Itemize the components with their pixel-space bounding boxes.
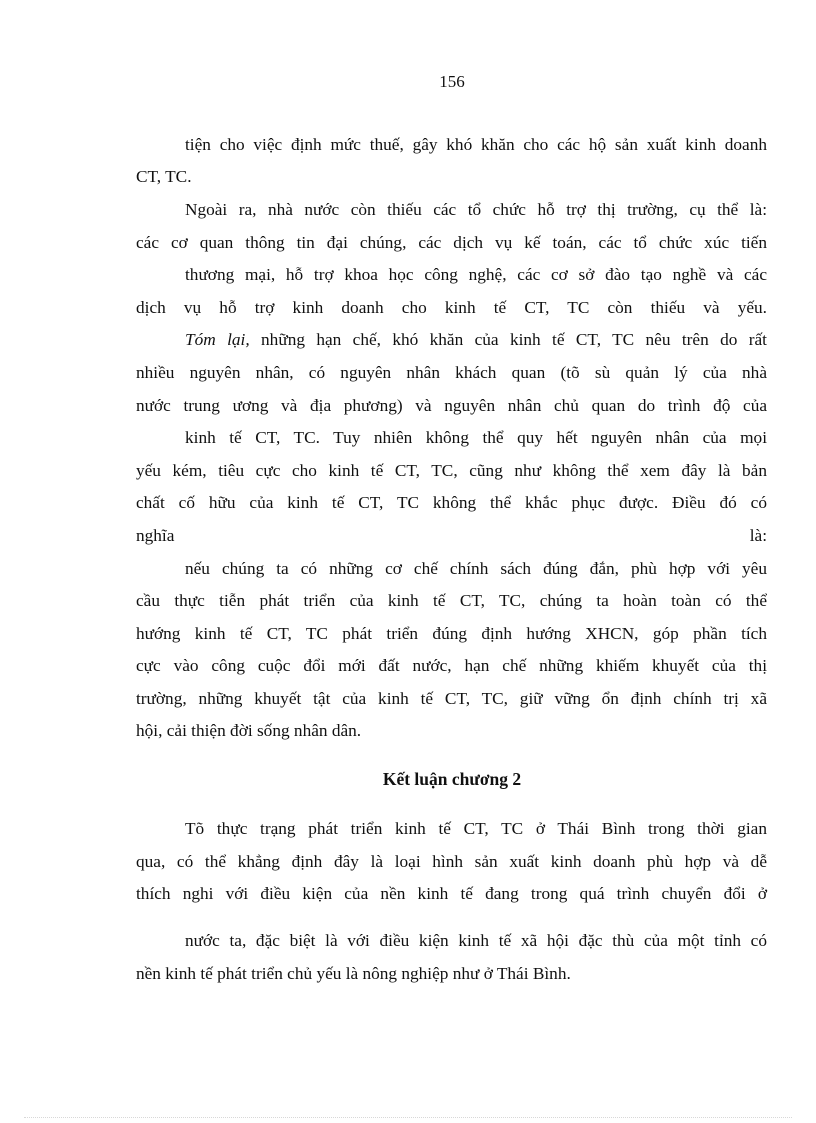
- paragraph-2-line-2: các cơ quan thông tin đại chúng, các dịch vụ kế toán, các tổ chức xúc tiến: [136, 233, 767, 252]
- paragraph-4-line-3: thích nghi với điều kiện của nền kinh tế đang trong quá trình chuyển đổi ở: [136, 884, 767, 903]
- paragraph-3-line-4: kinh tế CT, TC. Tuy nhiên không thể quy hết nguyên nhân của mọi: [185, 428, 767, 447]
- paragraph-3-line-1: [185, 329, 767, 351]
- page-number: 156: [439, 72, 465, 91]
- paragraph-4-line-1: Tõ thực trạng phát triển kinh tế CT, TC ở Thái Bình trong thời gian: [185, 819, 767, 838]
- paragraph-3-line-5: yếu kém, tiêu cực cho kinh tế CT, TC, cũng như không thể xem đây là bản: [136, 461, 767, 480]
- paragraph-1-line-2: CT, TC.: [136, 167, 192, 186]
- paragraph-2-line-3: thương mại, hỗ trợ khoa học công nghệ, các cơ sở đào tạo nghề và các: [185, 265, 767, 284]
- paragraph-3-line-8: nếu chúng ta có những cơ chế chính sách đúng đắn, phù hợp với yêu: [185, 559, 767, 578]
- paragraph-4-line-5: nền kinh tế phát triển chủ yếu là nông nghiệp như ở Thái Bình.: [136, 964, 571, 983]
- paragraph-4-line-4: nước ta, đặc biệt là với điều kiện kinh tế xã hội đặc thù của một tỉnh có: [185, 931, 767, 950]
- paragraph-3-line-1-text: những hạn chế, khó khăn của kinh tế CT, TC nêu trên do rất: [249, 330, 767, 349]
- paragraph-3-line-9: cầu thực tiễn phát triển của kinh tế CT, TC, chúng ta hoàn toàn có thể: [136, 591, 767, 610]
- paragraph-3-line-12: trường, những khuyết tật của kinh tế CT, TC, giữ vững ổn định chính trị xã: [136, 689, 767, 708]
- paragraph-3-line-13: hội, cải thiện đời sống nhân dân.: [136, 721, 362, 740]
- paragraph-4-line-2: qua, có thể khẳng định đây là loại hình sản xuất kinh doanh phù hợp và dễ: [136, 852, 767, 871]
- paragraph-2-line-4: dịch vụ hỗ trợ kinh doanh cho kinh tế CT, TC còn thiếu và yếu.: [136, 298, 767, 317]
- page-bottom-divider: [24, 1117, 792, 1118]
- section-heading: Kết luận chương 2: [382, 769, 522, 789]
- paragraph-3-line-7: nghĩa là:: [136, 526, 767, 545]
- paragraph-3-italic-lead: Tóm lại,: [185, 330, 250, 349]
- paragraph-3-line-3: nước trung ương và địa phương) và nguyên nhân chủ quan do trình độ của: [136, 396, 767, 415]
- paragraph-2-line-1: Ngoài ra, nhà nước còn thiếu các tổ chức hỗ trợ thị trường, cụ thể là:: [185, 200, 767, 219]
- paragraph-1-line-1: tiện cho việc định mức thuế, gây khó khăn cho các hộ sản xuất kinh doanh: [185, 135, 767, 154]
- paragraph-3-line-6: chất cố hữu của kinh tế CT, TC không thể khắc phục được. Điều đó có: [136, 493, 767, 512]
- paragraph-3-line-10: hướng kinh tế CT, TC phát triển đúng định hướng XHCN, góp phần tích: [136, 624, 767, 643]
- paragraph-3-line-11: cực vào công cuộc đổi mới đất nước, hạn chế những khiếm khuyết của thị: [136, 656, 767, 675]
- paragraph-3-line-2: nhiều nguyên nhân, có nguyên nhân khách quan (tõ sù quản lý của nhà: [136, 363, 767, 382]
